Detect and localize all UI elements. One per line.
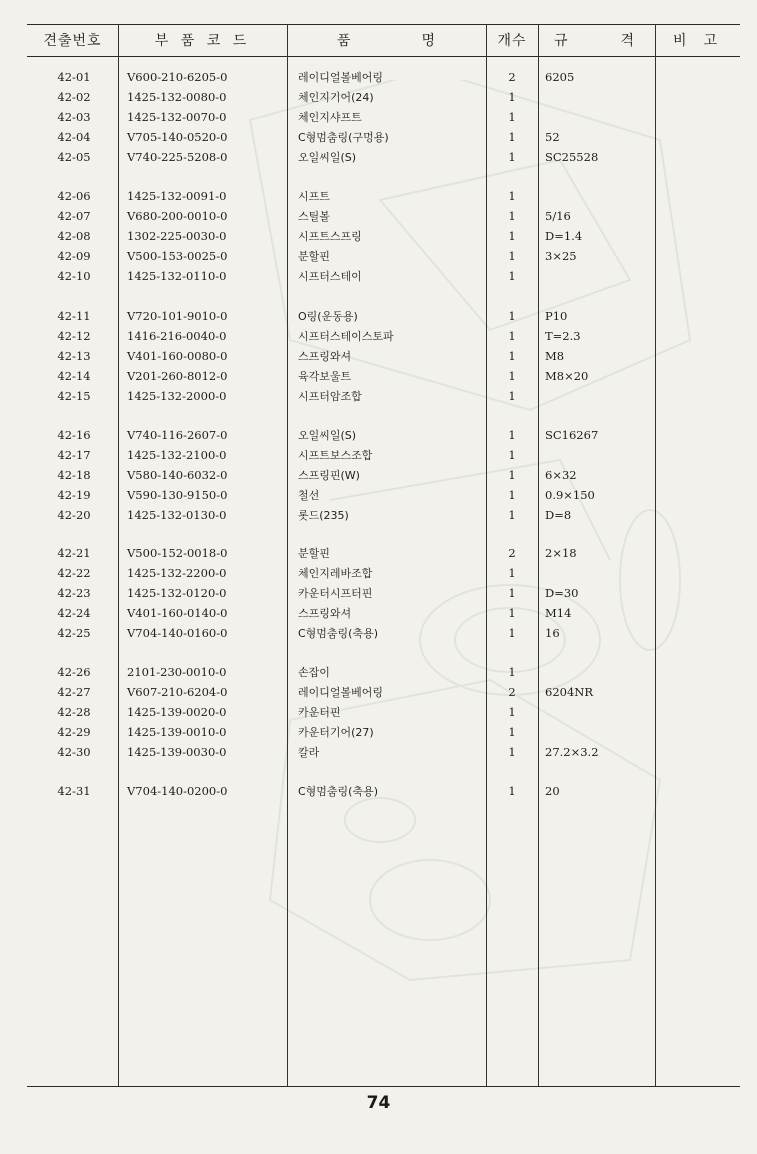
row-spec: SC25528 [545,150,599,164]
row-item-number: 42-19 [57,488,91,502]
row-part-name: 오일씨일(S) [298,151,357,164]
row-spec: D=8 [545,508,572,522]
header-note-2: 고 [703,33,718,49]
header-spec-1: 규 [554,33,569,49]
row-part-name: 칼라 [298,746,320,759]
row-part-code: V580-140-6032-0 [127,468,228,482]
row-quantity: 2 [508,685,516,699]
row-item-number: 42-25 [57,626,91,640]
row-spec: 2×18 [545,546,577,560]
row-quantity: 1 [508,90,516,104]
row-spec: M8×20 [545,369,589,383]
row-item-number: 42-05 [57,150,91,164]
row-spec: D=30 [545,586,579,600]
row-part-name: 철선 [298,489,320,502]
header-part-name-1: 품 [337,33,352,49]
header-bottom-rule [27,56,740,57]
row-item-number: 42-10 [57,269,91,283]
table-top-rule [27,24,740,25]
row-part-code: V401-160-0140-0 [127,606,228,620]
row-item-number: 42-02 [57,90,91,104]
row-quantity: 1 [508,705,516,719]
row-spec: 6×32 [545,468,577,482]
row-part-code: 1425-132-0091-0 [127,189,227,203]
row-item-number: 42-29 [57,725,91,739]
row-item-number: 42-11 [57,309,91,323]
row-part-name: O링(운동용) [298,310,358,323]
row-part-name: 손잡이 [298,666,330,679]
row-quantity: 1 [508,626,516,640]
row-spec: 0.9×150 [545,488,595,502]
row-spec: 6205 [545,70,575,84]
row-item-number: 42-17 [57,448,91,462]
row-quantity: 1 [508,309,516,323]
column-divider [287,24,288,1086]
row-quantity: 1 [508,725,516,739]
row-part-name: 레이디얼볼베어링 [298,686,384,699]
row-item-number: 42-01 [57,70,91,84]
table-bottom-rule [27,1086,740,1087]
row-spec: P10 [545,309,568,323]
row-spec: 52 [545,130,560,144]
row-quantity: 1 [508,508,516,522]
row-spec: D=1.4 [545,229,583,243]
row-spec: 5/16 [545,209,571,223]
row-part-name: 분할핀 [298,547,330,560]
row-part-name: 시프트스프링 [298,230,362,243]
row-quantity: 1 [508,606,516,620]
row-spec: SC16267 [545,428,599,442]
row-part-name: 카운터시프터핀 [298,587,373,600]
row-quantity: 1 [508,428,516,442]
row-item-number: 42-27 [57,685,91,699]
row-quantity: 1 [508,189,516,203]
row-item-number: 42-23 [57,586,91,600]
row-item-number: 42-12 [57,329,91,343]
header-spec-2: 격 [620,33,635,49]
row-part-name: 시프터암조합 [298,390,362,403]
row-item-number: 42-28 [57,705,91,719]
row-quantity: 2 [508,70,516,84]
row-part-code: V600-210-6205-0 [127,70,228,84]
page-number: 74 [366,1093,391,1113]
row-part-code: 1425-139-0020-0 [127,705,227,719]
header-spec [538,26,655,56]
row-item-number: 42-21 [57,546,91,560]
header-note-1: 비 [673,33,688,49]
header-part-name [287,26,486,56]
row-part-name: C형멈춤링(축용) [298,627,379,640]
row-part-name: 카운터기어(27) [298,726,374,739]
row-quantity: 1 [508,784,516,798]
row-quantity: 2 [508,546,516,560]
header-note [655,26,740,56]
row-item-number: 42-06 [57,189,91,203]
row-part-code: 1302-225-0030-0 [127,229,227,243]
row-part-name: 오일씨일(S) [298,429,357,442]
row-spec: 20 [545,784,560,798]
row-part-name: 체인지샤프트 [298,111,362,124]
row-quantity: 1 [508,349,516,363]
row-quantity: 1 [508,488,516,502]
row-item-number: 42-20 [57,508,91,522]
row-quantity: 1 [508,586,516,600]
row-item-number: 42-16 [57,428,91,442]
row-item-number: 42-09 [57,249,91,263]
row-item-number: 42-07 [57,209,91,223]
row-spec: M14 [545,606,572,620]
row-part-code: 1425-132-0130-0 [127,508,227,522]
row-spec: 6204NR [545,685,593,699]
row-part-code: 1425-132-0120-0 [127,586,227,600]
row-item-number: 42-26 [57,665,91,679]
row-item-number: 42-04 [57,130,91,144]
row-item-number: 42-18 [57,468,91,482]
row-quantity: 1 [508,369,516,383]
row-part-name: 체인지레바조합 [298,567,373,580]
row-part-name: 스틸볼 [298,210,330,223]
header-quantity: 개수 [497,33,527,49]
row-part-code: V607-210-6204-0 [127,685,228,699]
row-part-name: 시프트보스조합 [298,449,373,462]
row-part-code: V590-130-9150-0 [127,488,228,502]
row-part-code: V401-160-0080-0 [127,349,228,363]
row-part-code: V500-153-0025-0 [127,249,228,263]
header-item-number: 견출번호 [43,33,102,49]
row-quantity: 1 [508,329,516,343]
row-item-number: 42-24 [57,606,91,620]
row-quantity: 1 [508,389,516,403]
row-item-number: 42-22 [57,566,91,580]
row-quantity: 1 [508,745,516,759]
row-part-name: 육각보울트 [298,370,352,383]
row-part-code: V740-225-5208-0 [127,150,228,164]
row-part-name: 시프터스테이스토파 [298,330,394,343]
row-item-number: 42-15 [57,389,91,403]
row-part-name: 시프트 [298,190,330,203]
column-divider [655,24,656,1086]
row-part-code: V201-260-8012-0 [127,369,228,383]
row-spec: T=2.3 [545,329,581,343]
row-item-number: 42-14 [57,369,91,383]
row-part-code: 1416-216-0040-0 [127,329,227,343]
row-spec: 16 [545,626,560,640]
row-part-code: 1425-132-2100-0 [127,448,227,462]
row-spec: 3×25 [545,249,577,263]
row-spec: M8 [545,349,565,363]
row-part-code: 1425-132-0110-0 [127,269,227,283]
row-part-name: 레이디얼볼베어링 [298,71,384,84]
row-quantity: 1 [508,229,516,243]
row-item-number: 42-13 [57,349,91,363]
row-item-number: 42-03 [57,110,91,124]
row-quantity: 1 [508,150,516,164]
row-quantity: 1 [508,249,516,263]
row-quantity: 1 [508,209,516,223]
header-part-code: 부 품 코 드 [154,33,251,49]
row-part-code: 2101-230-0010-0 [127,665,227,679]
row-part-name: 롯드(235) [298,509,349,522]
row-part-code: 1425-139-0010-0 [127,725,227,739]
row-part-code: 1425-132-0080-0 [127,90,227,104]
row-part-code: 1425-139-0030-0 [127,745,227,759]
row-part-code: V500-152-0018-0 [127,546,228,560]
row-part-code: 1425-132-0070-0 [127,110,227,124]
row-quantity: 1 [508,665,516,679]
row-quantity: 1 [508,468,516,482]
row-part-code: V720-101-9010-0 [127,309,228,323]
row-part-name: 스프링핀(W) [298,469,360,482]
row-part-name: C형멈춤링(축용) [298,785,379,798]
row-part-code: 1425-132-2200-0 [127,566,227,580]
column-divider [118,24,119,1086]
row-part-name: 카운터핀 [298,706,341,719]
row-part-code: V705-140-0520-0 [127,130,228,144]
row-quantity: 1 [508,269,516,283]
header-part-name-2: 명 [421,33,436,49]
row-quantity: 1 [508,448,516,462]
row-part-name: 시프터스테이 [298,270,362,283]
row-part-name: C형멈춤링(구멍용) [298,131,389,144]
column-divider [538,24,539,1086]
row-part-code: V740-116-2607-0 [127,428,228,442]
row-quantity: 1 [508,566,516,580]
row-item-number: 42-08 [57,229,91,243]
row-part-code: 1425-132-2000-0 [127,389,227,403]
row-part-code: V704-140-0200-0 [127,784,228,798]
row-part-name: 스프링와셔 [298,350,352,363]
row-quantity: 1 [508,110,516,124]
column-divider [486,24,487,1086]
row-quantity: 1 [508,130,516,144]
row-item-number: 42-31 [57,784,91,798]
row-part-code: V704-140-0160-0 [127,626,228,640]
row-part-code: V680-200-0010-0 [127,209,228,223]
row-part-name: 분할핀 [298,250,330,263]
row-spec: 27.2×3.2 [545,745,599,759]
row-part-name: 스프링와셔 [298,607,352,620]
row-item-number: 42-30 [57,745,91,759]
row-part-name: 체인지기어(24) [298,91,374,104]
